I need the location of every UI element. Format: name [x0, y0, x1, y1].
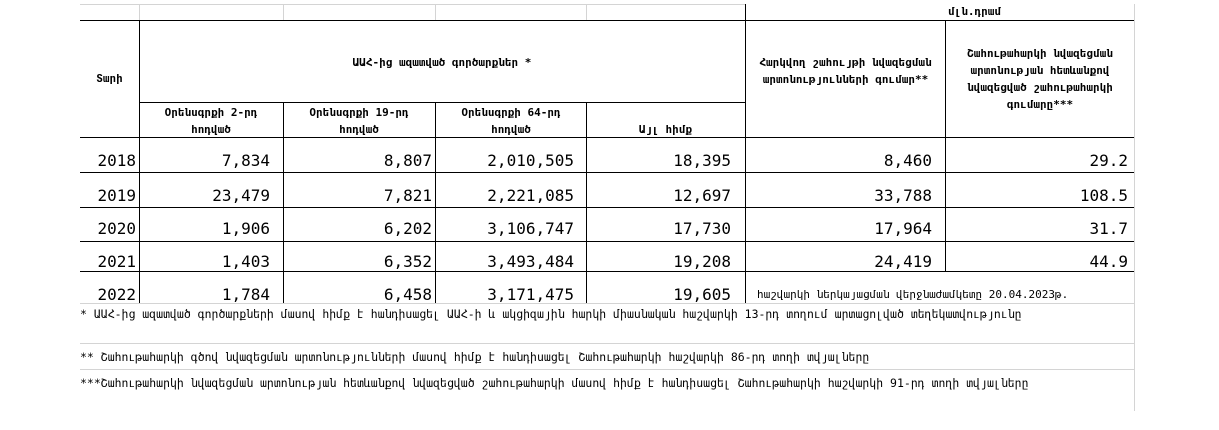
cell-other: 18,395 [673, 151, 731, 170]
unit-label: մլն.դրամ [948, 5, 1001, 18]
header-reduced-profit-tax: Շահութահարկի նվազեցման արտոնության հետևանքով նվազեցված շահութահարկի գումարը*** [967, 47, 1113, 111]
cell-art2: 23,479 [212, 186, 270, 205]
cell-other: 17,730 [673, 219, 731, 238]
cell-art19: 6,202 [383, 219, 432, 238]
cell-paid-profit: 17,964 [874, 219, 932, 238]
header-paid-profit-reduction: Հարկվող շահույթի նվազեցման արտոնությունների գումար** [759, 56, 932, 86]
cell-paid-profit: 24,419 [874, 252, 932, 271]
header-law-art2: Օրենսգրքի 2-րդ հոդված [164, 106, 258, 136]
cell-reduced-profit: 108.5 [1079, 186, 1128, 205]
cell-art19: 7,821 [383, 186, 432, 205]
cell-art2: 1,906 [221, 219, 270, 238]
cell-art19: 6,352 [383, 252, 432, 271]
cell-art64: 2,010,505 [487, 151, 574, 170]
cell-reduced-profit: 29.2 [1089, 151, 1128, 170]
header-law-art64: Օրենսգրքի 64-րդ հոդված [461, 106, 561, 136]
header-vat-exempt-group: ԱԱՀ-ից ազատված գործարքներ * [352, 56, 532, 69]
cell-art64: 3,106,747 [487, 219, 574, 238]
cell-art64: 3,171,475 [487, 285, 574, 304]
cell-art2: 1,784 [221, 285, 270, 304]
row-year: 2018 [97, 151, 136, 170]
row-year: 2022 [97, 285, 136, 304]
footnote-profit-reduction: ** Շահութահարկի գծով նվազեցման արտոնությունների մասով հիմք է հանդիսացել Շահութահարկի հաշվարկի 86-րդ տողի տվյալները [80, 350, 870, 364]
cell-art64: 2,221,085 [487, 186, 574, 205]
header-law-art19: Օրենսգրքի 19-րդ հոդված [309, 106, 409, 136]
cell-art64: 3,493,484 [487, 252, 574, 271]
cell-other: 19,605 [673, 285, 731, 304]
cell-reduced-profit: 44.9 [1089, 252, 1128, 271]
cell-paid-profit: 33,788 [874, 186, 932, 205]
row-year: 2019 [97, 186, 136, 205]
cell-art19: 6,458 [383, 285, 432, 304]
header-year: Տարի [96, 72, 123, 85]
cell-art2: 7,834 [221, 151, 270, 170]
row-year: 2020 [97, 219, 136, 238]
cell-other: 19,208 [673, 252, 731, 271]
cell-reduced-profit: 31.7 [1089, 219, 1128, 238]
cell-paid-profit: 8,460 [883, 151, 932, 170]
cell-other: 12,697 [673, 186, 731, 205]
cell-art19: 8,807 [383, 151, 432, 170]
row-2022-deadline-note: հաշվարկի ներկայացման վերջնաժամկետը 20.04.2023թ. [757, 288, 1069, 301]
header-other-basis: Այլ հիմք [639, 123, 692, 136]
cell-art2: 1,403 [221, 252, 270, 271]
footnote-vat: * ԱԱՀ-ից ազատված գործարքների մասով հիմք է հանդիսացել ԱԱՀ-ի և ակցիզային հարկի միասնական հաշվարկի 13-րդ տողում արտացոլված տեղեկատվությունը [80, 307, 1022, 321]
row-year: 2021 [97, 252, 136, 271]
footnote-reduced-profit-tax: ***Շահութահարկի նվազեցման արտոնության հետևանքով նվազեցված շահութահարկի մասով հիմք է հանդիսացել Շահութահարկի հաշվարկի 91-րդ տողի տվյալները [80, 376, 1029, 390]
